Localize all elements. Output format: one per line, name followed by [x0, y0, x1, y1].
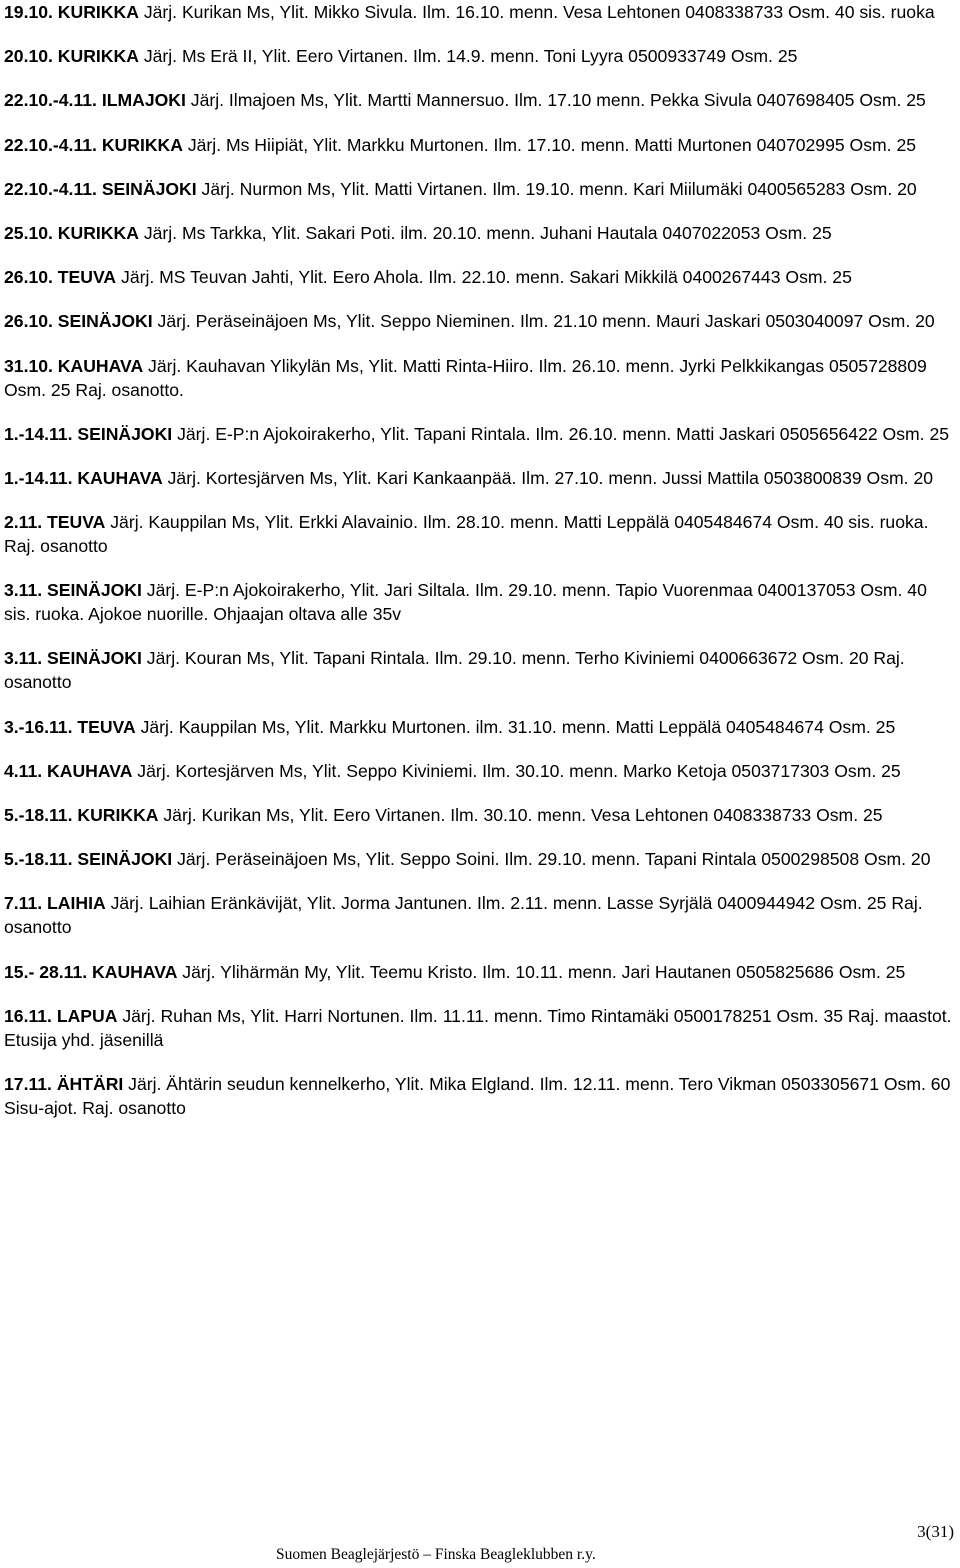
- event-entry: [4, 466, 956, 490]
- event-details: Järj. Kouran Ms, Ylit. Tapani Rintala. Ilm. 29.10. menn. Terho Kiviniemi 0400663672 Osm. 20 Raj. osanotto: [4, 648, 905, 693]
- event-entry: [4, 1072, 956, 1120]
- event-heading: 22.10.-4.11. ILMAJOKI: [4, 90, 186, 111]
- event-details: Järj. Kurikan Ms, Ylit. Mikko Sivula. Ilm. 16.10. menn. Vesa Lehtonen 0408338733 Osm. 40 sis. ruoka: [138, 2, 935, 22]
- event-details: Järj. Ms Tarkka, Ylit. Sakari Poti. ilm. 20.10. menn. Juhani Hautala 0407022053 Osm. 25: [138, 222, 832, 243]
- event-entry: [4, 177, 956, 201]
- page-number: 3(31): [917, 1522, 954, 1541]
- event-heading: 3.11. SEINÄJOKI: [4, 648, 142, 669]
- event-entry: [4, 0, 956, 24]
- event-entry: [4, 715, 956, 739]
- event-entry: [4, 578, 956, 626]
- event-details: Järj. MS Teuvan Jahti, Ylit. Eero Ahola. Ilm. 22.10. menn. Sakari Mikkilä 0400267443 Osm. 25: [116, 267, 852, 288]
- event-heading: 31.10. KAUHAVA: [4, 355, 144, 376]
- page-footer: Suomen Beaglejärjestö – Finska Beagleklubben r.y.: [276, 1546, 596, 1563]
- event-heading: 26.10. TEUVA: [4, 267, 117, 288]
- event-details: Järj. Ilmajoen Ms, Ylit. Martti Mannersuo. Ilm. 17.10 menn. Pekka Sivula 0407698405 Osm. 25: [185, 90, 926, 111]
- event-entry: [4, 960, 956, 984]
- event-details: Järj. Ruhan Ms, Ylit. Harri Nortunen. Ilm. 11.11. menn. Timo Rintamäki 0500178251 Osm. 35 Raj. maastot. Etusija yhd. jäsenillä: [4, 1005, 952, 1050]
- event-heading: 3.-16.11. TEUVA: [4, 716, 136, 737]
- event-entry: [4, 803, 956, 827]
- event-heading: 19.10. KURIKKA: [4, 2, 139, 22]
- event-heading: 15.- 28.11. KAUHAVA: [4, 961, 178, 982]
- event-heading: 7.11. LAIHIA: [4, 893, 106, 914]
- event-details: Järj. Kurikan Ms, Ylit. Eero Virtanen. Ilm. 30.10. menn. Vesa Lehtonen 0408338733 Osm. 25: [158, 805, 883, 825]
- event-heading: 17.11. ÄHTÄRI: [4, 1073, 124, 1094]
- event-heading: 3.11. SEINÄJOKI: [4, 580, 142, 601]
- event-details: Järj. Ylihärmän My, Ylit. Teemu Kristo. Ilm. 10.11. menn. Jari Hautanen 0505825686 Osm. 25: [177, 961, 906, 982]
- event-heading: 25.10. KURIKKA: [4, 222, 139, 243]
- event-heading: 20.10. KURIKKA: [4, 46, 139, 67]
- event-heading: 5.-18.11. SEINÄJOKI: [4, 849, 173, 870]
- event-heading: 1.-14.11. KAUHAVA: [4, 467, 163, 488]
- event-details: Järj. E-P:n Ajokoirakerho, Ylit. Tapani Rintala. Ilm. 26.10. menn. Matti Jaskari 0505656422 Osm. 25: [172, 423, 950, 444]
- event-list: [4, 0, 956, 1140]
- event-entry: [4, 265, 956, 289]
- event-entry: [4, 646, 956, 694]
- event-details: Järj. Ähtärin seudun kennelkerho, Ylit. Mika Elgland. Ilm. 12.11. menn. Tero Vikman 0503305671 Osm. 60 Sisu-ajot. Raj. osanotto: [4, 1073, 951, 1118]
- event-details: Järj. Peräseinäjoen Ms, Ylit. Seppo Nieminen. Ilm. 21.10 menn. Mauri Jaskari 0503040097 Osm. 20: [152, 311, 935, 332]
- event-details: Järj. Ms Hiipiät, Ylit. Markku Murtonen. Ilm. 17.10. menn. Matti Murtonen 040702995 Osm. 25: [182, 134, 917, 155]
- event-entry: [4, 891, 956, 939]
- event-entry: [4, 309, 956, 333]
- event-heading: 22.10.-4.11. KURIKKA: [4, 134, 183, 155]
- event-entry: [4, 133, 956, 157]
- event-entry: [4, 88, 956, 112]
- event-details: Järj. Ms Erä II, Ylit. Eero Virtanen. Ilm. 14.9. menn. Toni Lyyra 0500933749 Osm. 25: [138, 46, 798, 67]
- event-heading: 4.11. KAUHAVA: [4, 760, 133, 781]
- event-entry: [4, 354, 956, 402]
- event-heading: 16.11. LAPUA: [4, 1005, 118, 1026]
- event-entry: [4, 1004, 956, 1052]
- event-heading: 1.-14.11. SEINÄJOKI: [4, 423, 173, 444]
- event-details: Järj. Peräseinäjoen Ms, Ylit. Seppo Soini. Ilm. 29.10. menn. Tapani Rintala 0500298508 Osm. 20: [172, 849, 931, 870]
- event-entry: [4, 422, 956, 446]
- event-details: Järj. Kauppilan Ms, Ylit. Markku Murtonen. ilm. 31.10. menn. Matti Leppälä 0405484674 Osm. 25: [135, 716, 896, 737]
- event-heading: 22.10.-4.11. SEINÄJOKI: [4, 178, 197, 199]
- event-details: Järj. Kortesjärven Ms, Ylit. Seppo Kiviniemi. Ilm. 30.10. menn. Marko Ketoja 0503717303 Osm. 25: [132, 760, 901, 781]
- event-details: Järj. Kauhavan Ylikylän Ms, Ylit. Matti Rinta-Hiiro. Ilm. 26.10. menn. Jyrki Pelkkikangas 0505728809 Osm. 25 Raj. osanotto.: [4, 355, 927, 400]
- event-details: Järj. Laihian Eränkävijät, Ylit. Jorma Jantunen. Ilm. 2.11. menn. Lasse Syrjälä 0400944942 Osm. 25 Raj. osanotto: [4, 893, 923, 938]
- event-entry: [4, 44, 956, 68]
- event-entry: [4, 759, 956, 783]
- event-heading: 26.10. SEINÄJOKI: [4, 311, 153, 332]
- event-entry: [4, 221, 956, 245]
- event-entry: [4, 510, 956, 558]
- event-heading: 2.11. TEUVA: [4, 512, 106, 533]
- event-details: Järj. E-P:n Ajokoirakerho, Ylit. Jari Siltala. Ilm. 29.10. menn. Tapio Vuorenmaa 0400137053 Osm. 40 sis. ruoka. Ajokoe nuorille. Ohjaajan oltava alle 35v: [4, 580, 927, 625]
- event-heading: 5.-18.11. KURIKKA: [4, 805, 159, 825]
- event-details: Järj. Kauppilan Ms, Ylit. Erkki Alavainio. Ilm. 28.10. menn. Matti Leppälä 0405484674 Osm. 40 sis. ruoka. Raj. osanotto: [4, 512, 929, 557]
- event-details: Järj. Kortesjärven Ms, Ylit. Kari Kankaanpää. Ilm. 27.10. menn. Jussi Mattila 0503800839 Osm. 20: [162, 467, 934, 488]
- event-entry: [4, 847, 956, 871]
- event-details: Järj. Nurmon Ms, Ylit. Matti Virtanen. Ilm. 19.10. menn. Kari Miilumäki 0400565283 Osm. 20: [196, 178, 917, 199]
